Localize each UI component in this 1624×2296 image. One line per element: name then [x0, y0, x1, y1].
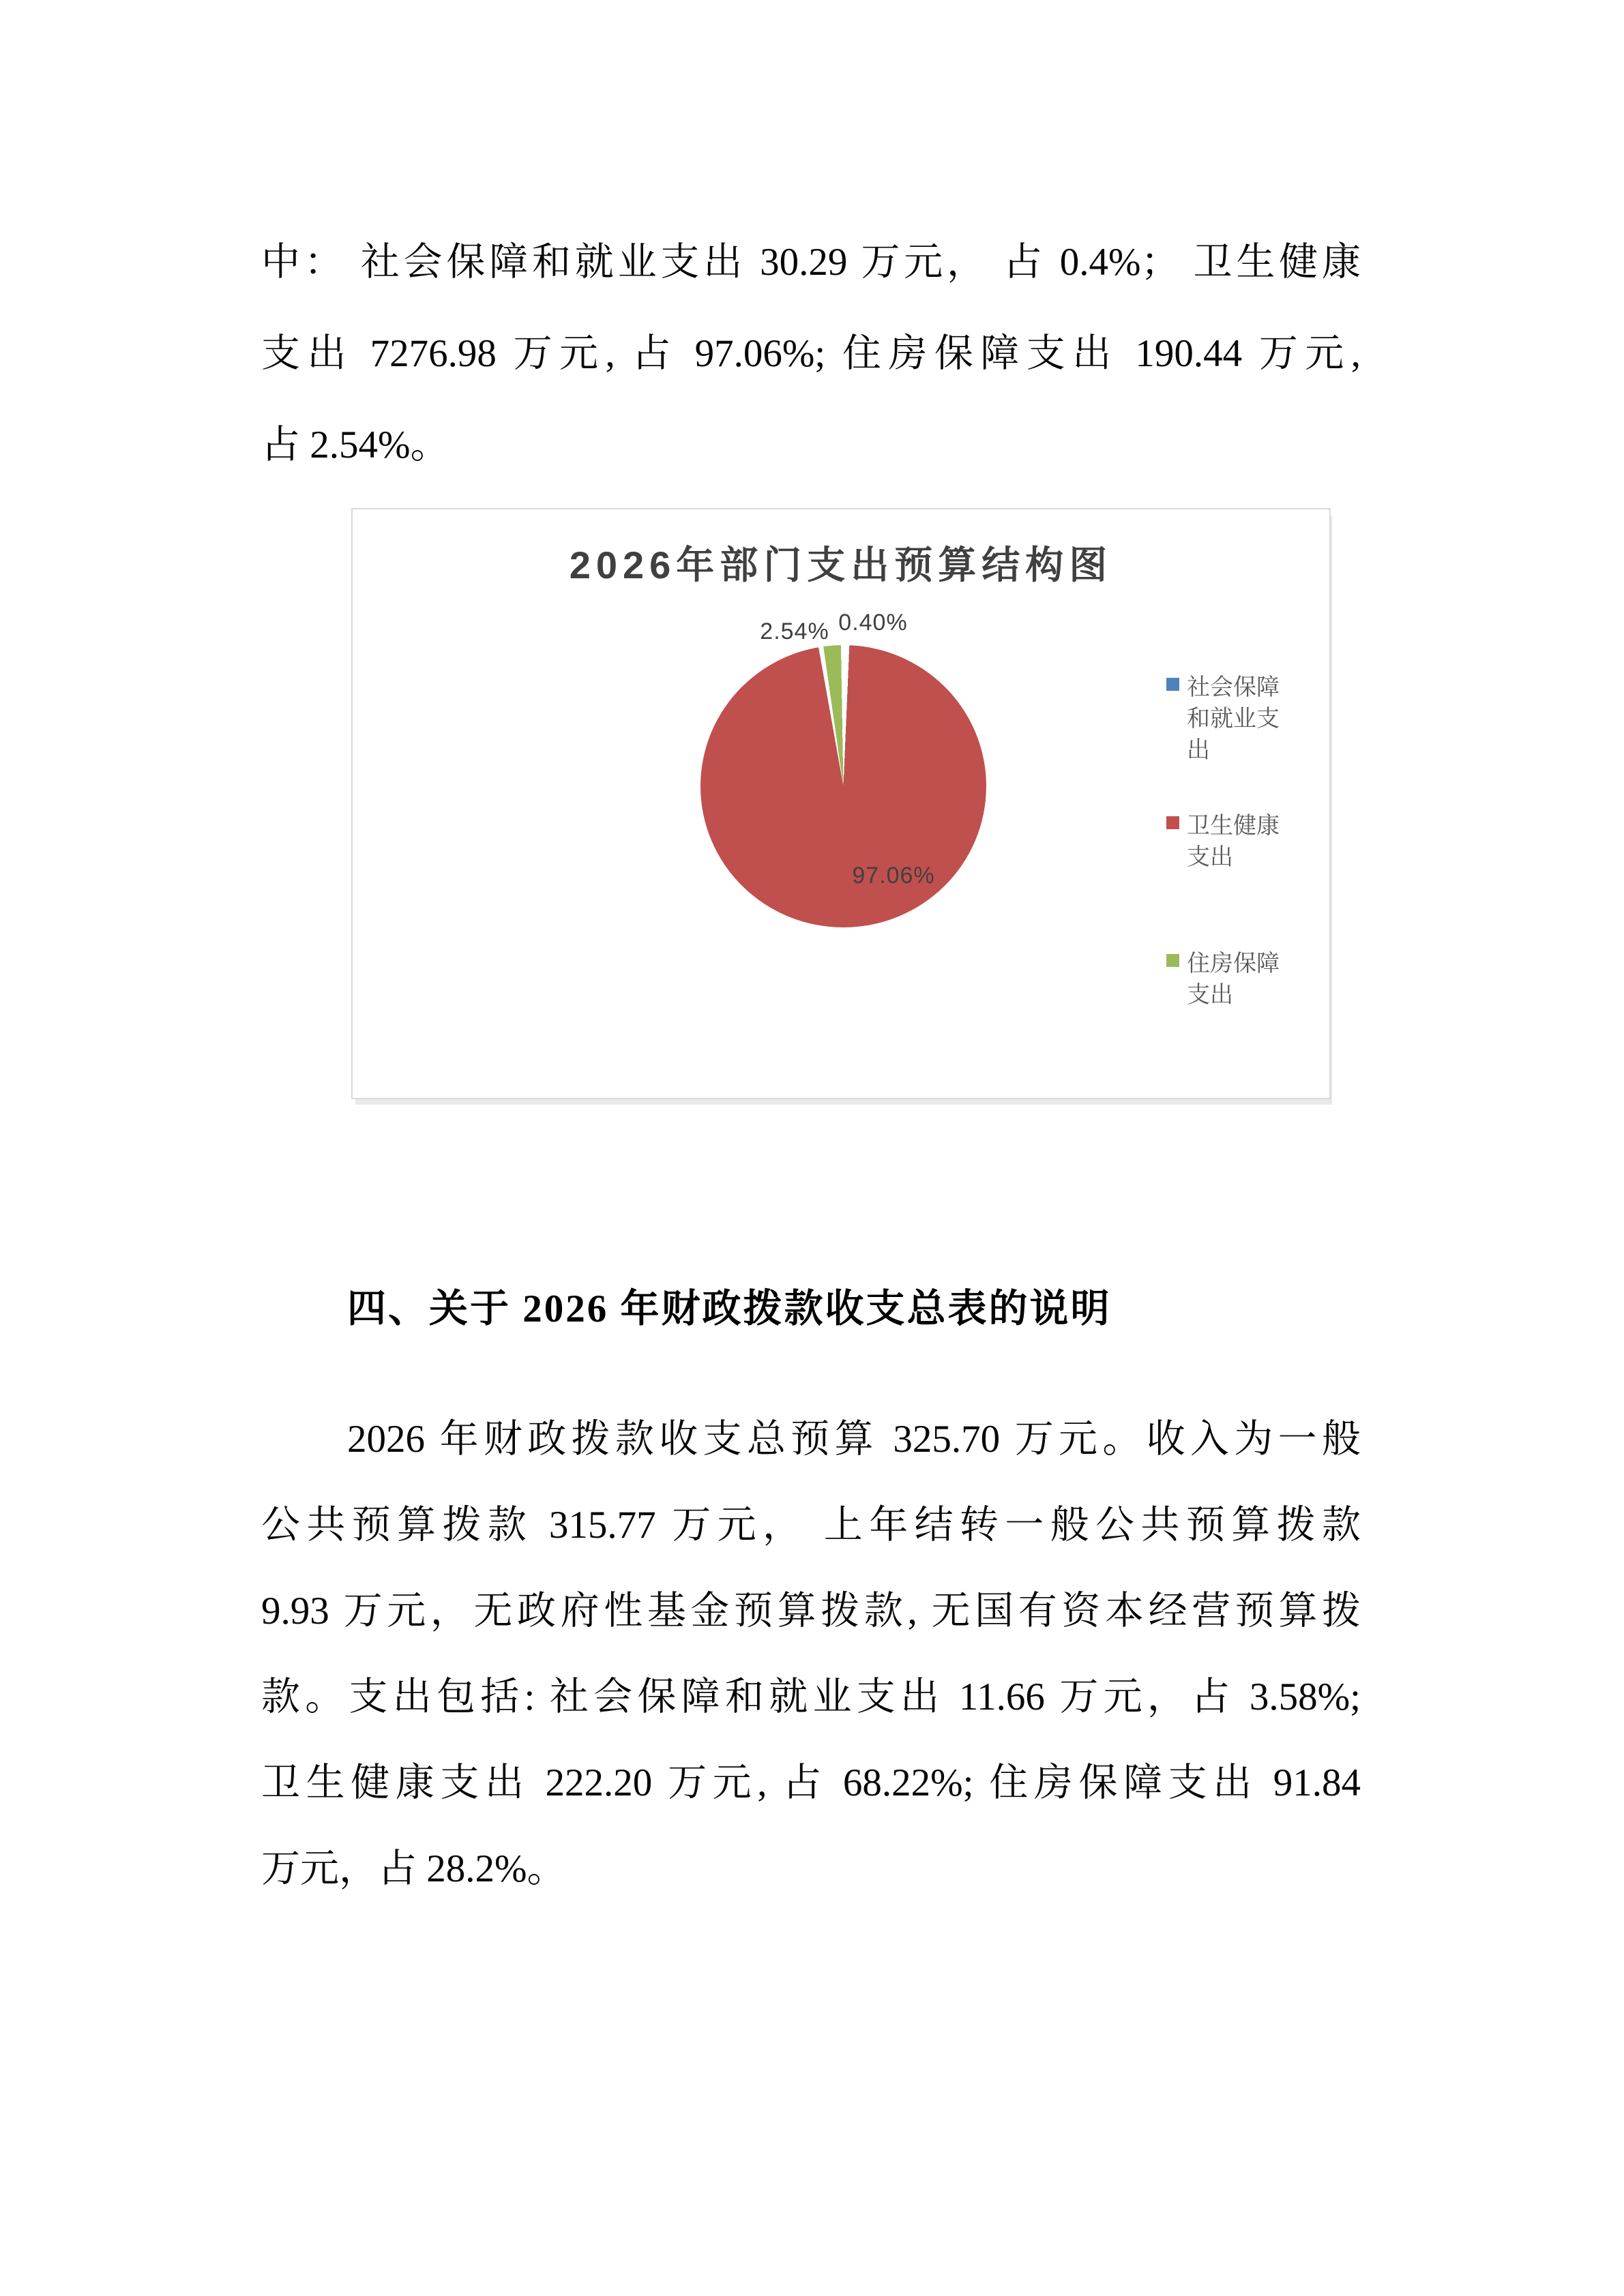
- paragraph-fiscal-appropriation: [261, 1397, 1361, 1912]
- legend-label: 社会保障和就业支出: [1187, 674, 1280, 763]
- text-line: 支出 7276.98 万元, 占 97.06%; 住房保障支出 190.44 万元,: [261, 332, 1361, 375]
- legend-swatch-blue: [1166, 678, 1179, 691]
- legend-item-health: [1166, 810, 1296, 873]
- pie-slice-label-housing: 2.54%: [760, 618, 829, 644]
- legend-label: 卫生健康支出: [1187, 813, 1280, 870]
- legend-item-social-security: [1166, 672, 1296, 766]
- chart-legend: [1166, 509, 1323, 1098]
- legend-swatch-green: [1166, 954, 1179, 967]
- legend-label: 住房保障支出: [1187, 951, 1280, 1008]
- text-line: 占 2.54%。: [261, 423, 449, 466]
- pie-chart-figure: [351, 508, 1331, 1099]
- text-line: 9.93 万元，无政府性基金预算拨款, 无国有资本经营预算拨: [261, 1590, 1361, 1632]
- text-line: 2026 年财政拨款收支总预算 325.70 万元。收入为一般: [347, 1418, 1361, 1461]
- text-line: 万元，占 28.2%。: [261, 1847, 566, 1890]
- paragraph-budget-expenditure: [261, 217, 1361, 491]
- text-line: 卫生健康支出 222.20 万元, 占 68.22%; 住房保障支出 91.84: [261, 1761, 1361, 1804]
- chart-title: 2026年部门支出预算结构图: [569, 543, 1113, 586]
- legend-swatch-red: [1166, 816, 1179, 829]
- legend-item-housing: [1166, 948, 1296, 1011]
- text-line: 款。支出包括: 社会保障和就业支出 11.66 万元，占 3.58%;: [261, 1675, 1361, 1718]
- text-line: 公共预算拨款 315.77 万元， 上年结转一般公共预算拨款: [261, 1504, 1361, 1547]
- pie-slice-label-health: 97.06%: [852, 863, 935, 889]
- section-heading: 四、关于 2026 年财政拨款收支总表的说明: [347, 1287, 1112, 1330]
- pie-slice-label-social: 0.40%: [838, 610, 908, 636]
- text-line: 中： 社会保障和就业支出 30.29 万元， 占 0.4%； 卫生健康: [261, 241, 1361, 284]
